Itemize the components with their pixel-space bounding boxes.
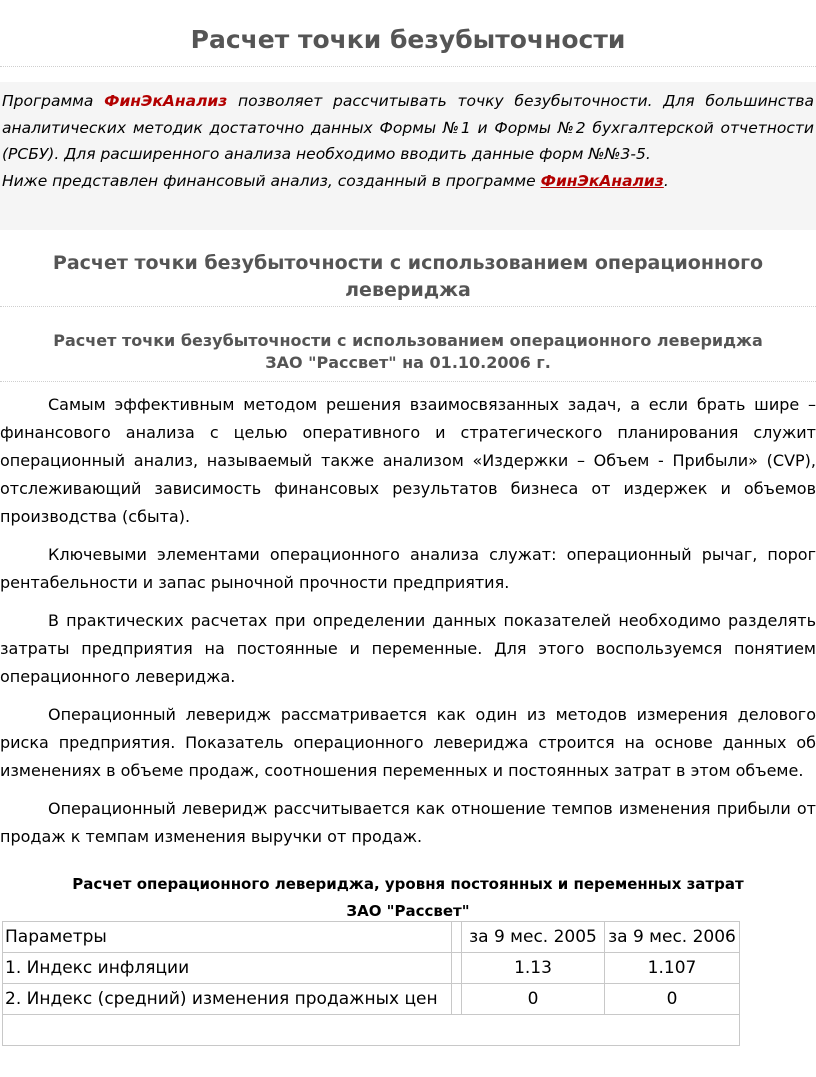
paragraph: Операционный леверидж рассчитывается как отношение темпов изменения прибыли от продаж к темпам изменения выручки от продаж. bbox=[0, 799, 816, 846]
table-row-empty bbox=[3, 1015, 740, 1046]
table-header-row bbox=[3, 922, 740, 953]
row-value-col1: 1.13 bbox=[462, 953, 605, 984]
row-value-col2: 1.107 bbox=[605, 953, 740, 984]
intro-paragraph bbox=[2, 168, 816, 195]
brand-name: ФинЭкАнализ bbox=[104, 92, 228, 110]
table-caption-text: Расчет операционного левериджа, уровня постоянных и переменных затрат ЗАО "Рассвет" bbox=[72, 875, 744, 920]
empty-cell bbox=[3, 1015, 740, 1046]
paragraph: Самым эффективным методом решения взаимосвязанных задач, а если брать шире – финансового анализа с целью оперативного и стратегического планирования служит операционный анализ, называемый также анализом «Издержки – Объем - Прибыли» (CVP), отслеживающий зависимость финансовых результатов бизнеса от издержек и объемов производства (сбыта). bbox=[0, 395, 816, 526]
paragraph: Операционный леверидж рассматривается как один из методов измерения делового риска предприятия. Показатель операционного левериджа строится на основе данных об изменениях в объеме продаж, соотношения переменных и постоянных затрат в этом объеме. bbox=[0, 705, 816, 780]
intro-text: Ниже представлен финансовый анализ, созданный в программе bbox=[2, 171, 541, 190]
header-param: Параметры bbox=[3, 922, 452, 953]
subsection-heading bbox=[0, 330, 816, 374]
divider bbox=[0, 306, 816, 307]
spacer-cell bbox=[452, 984, 462, 1015]
header-col2: за 9 мес. 2006 bbox=[605, 922, 740, 953]
params-table bbox=[2, 921, 740, 1046]
divider bbox=[0, 66, 816, 67]
row-param: 2. Индекс (средний) изменения продажных цен bbox=[3, 984, 452, 1015]
intro-text: . bbox=[663, 171, 669, 190]
spacer-cell bbox=[452, 922, 462, 953]
intro-text: позволяет рассчитывать точку безубыточности. Для большинства аналитических методик достаточно данных Формы №1 и Формы №2 бухгалтерской отчетности (РСБУ). Для расширенного анализа необходимо вводить данные форм №№3-5. bbox=[2, 92, 814, 163]
table-row bbox=[3, 984, 740, 1015]
section-heading: Расчет точки безубыточности с использованием операционного левериджа bbox=[52, 252, 764, 301]
intro-text: Программа bbox=[2, 92, 105, 110]
row-value-col2: 0 bbox=[605, 984, 740, 1015]
article-body bbox=[0, 391, 816, 861]
subsection-heading-line2: ЗАО "Рассвет" на 01.10.2006 г. bbox=[265, 353, 551, 372]
spacer-cell bbox=[452, 953, 462, 984]
table-row bbox=[3, 953, 740, 984]
paragraph: В практических расчетах при определении данных показателей необходимо разделять затраты предприятия на постоянные и переменные. Для этого воспользуемся понятием операционного левериджа. bbox=[0, 611, 816, 686]
intro-box bbox=[0, 82, 816, 230]
divider bbox=[0, 381, 816, 382]
paragraph: Ключевыми элементами операционного анализа служат: операционный рычаг, порог рентабельности и запас рыночной прочности предприятия. bbox=[0, 545, 816, 592]
row-param: 1. Индекс инфляции bbox=[3, 953, 452, 984]
header-col1: за 9 мес. 2005 bbox=[462, 922, 605, 953]
table-caption bbox=[0, 871, 816, 925]
brand-link[interactable]: ФинЭкАнализ bbox=[540, 171, 664, 190]
intro-paragraph bbox=[2, 88, 814, 168]
page-title: Расчет точки безубыточности bbox=[190, 25, 626, 54]
row-value-col1: 0 bbox=[462, 984, 605, 1015]
subsection-heading-line1: Расчет точки безубыточности с использованием операционного левериджа bbox=[53, 331, 763, 350]
